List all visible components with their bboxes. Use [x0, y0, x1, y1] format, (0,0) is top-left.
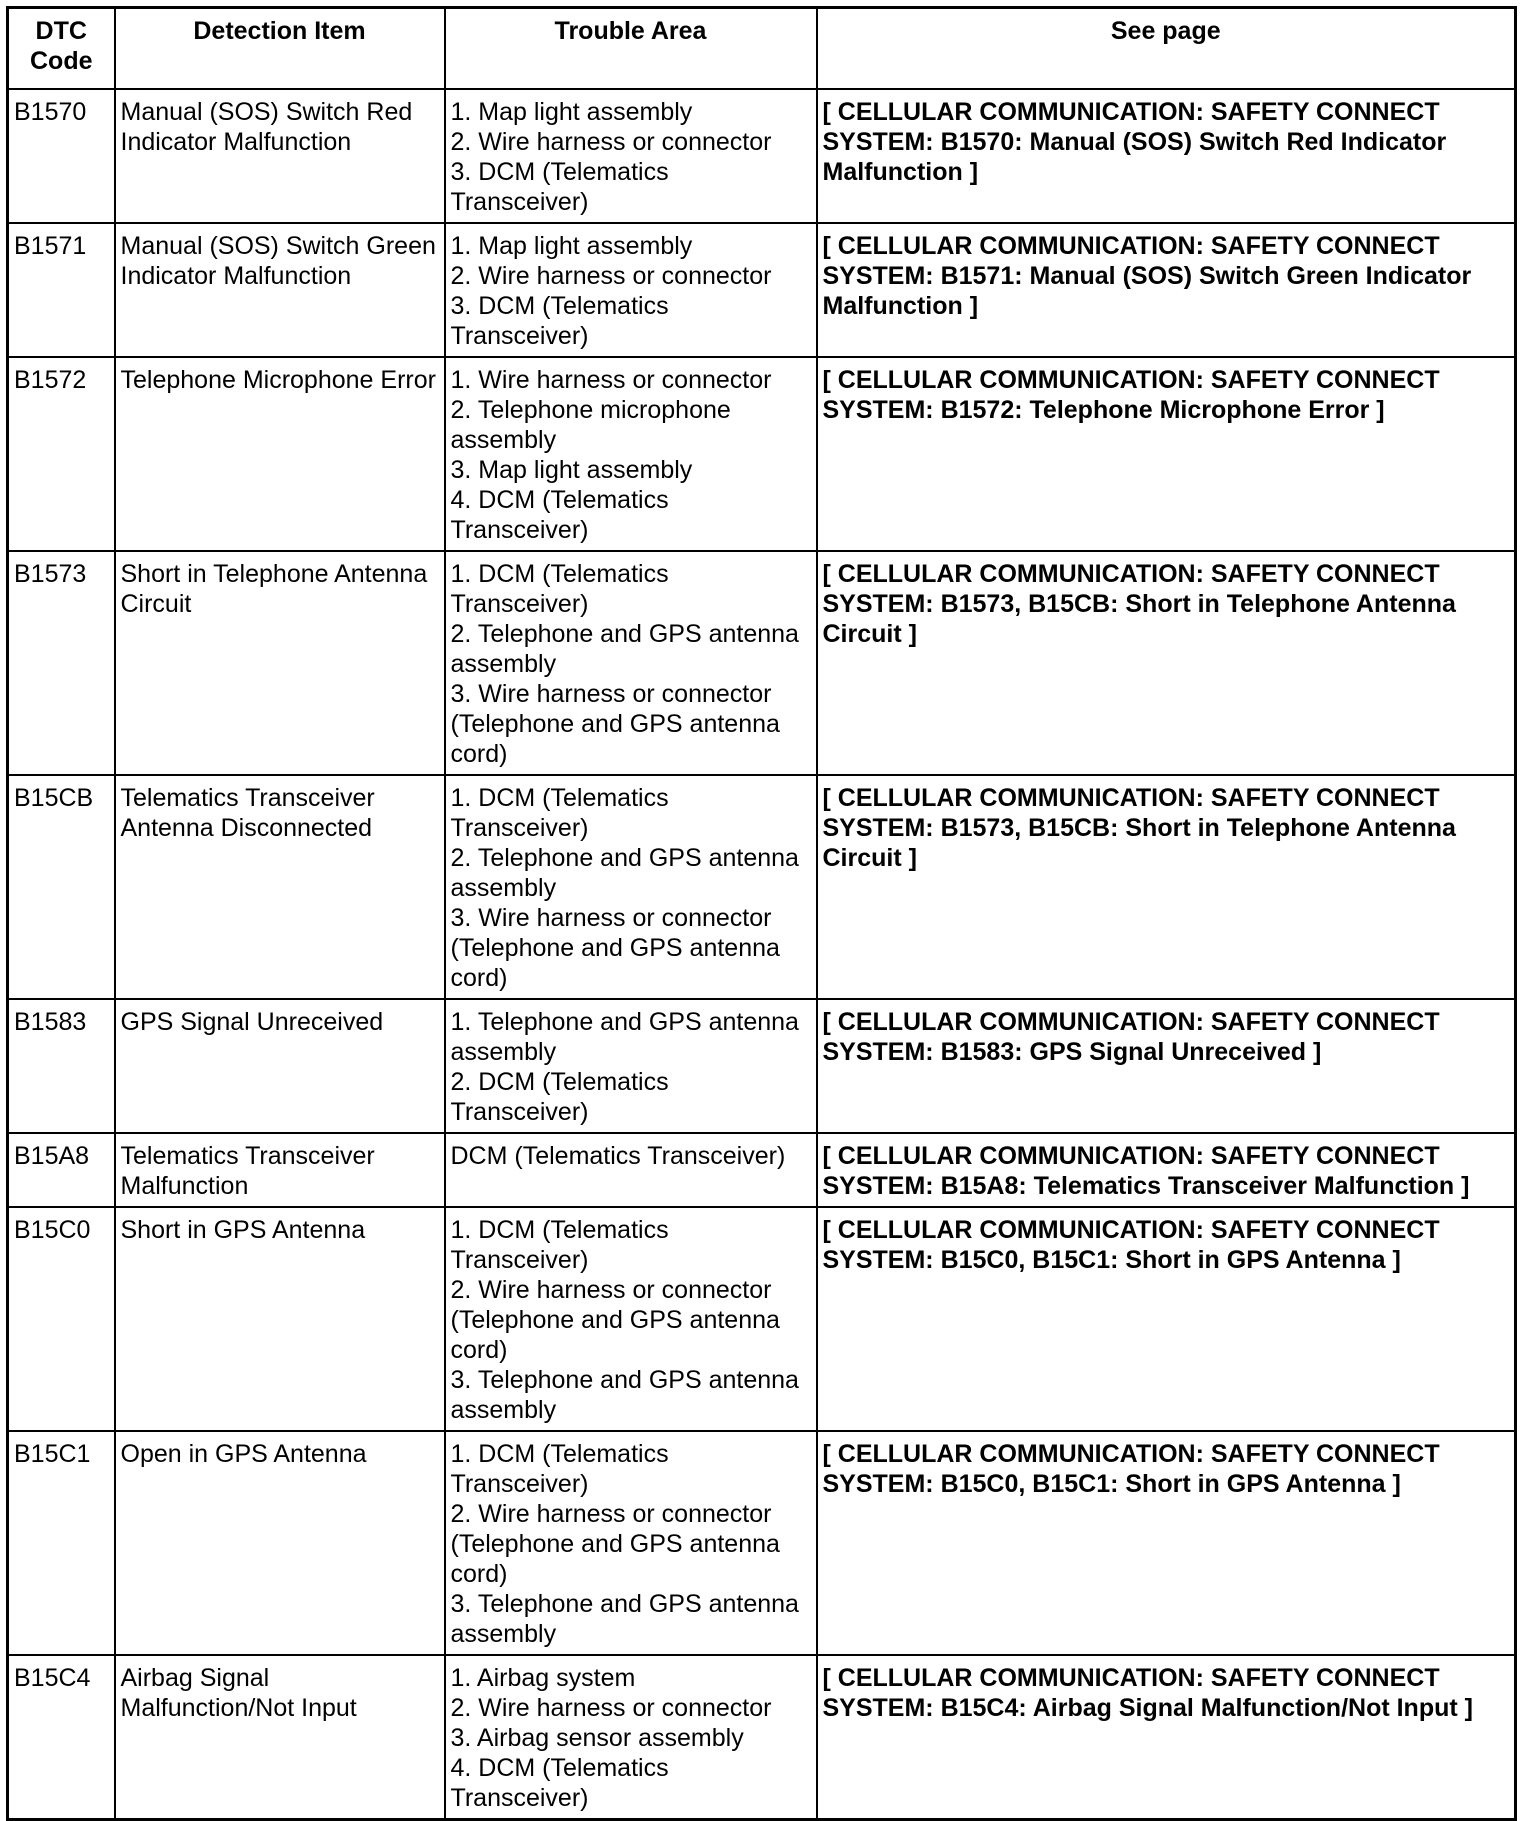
table-row [8, 775, 1516, 999]
see-page-link[interactable]: [ CELLULAR COMMUNICATION: SAFETY CONNECT SYSTEM: B15A8: Telematics Transceiver Malfunction ] [817, 1133, 1516, 1207]
table-row [8, 551, 1516, 775]
trouble-area-item: 1. Map light assembly [450, 232, 693, 260]
detection-item-cell: GPS Signal Unreceived [115, 999, 445, 1133]
dtc-code-cell: B15CB [8, 775, 115, 999]
header-detection-item: Detection Item [115, 8, 445, 90]
table-row [8, 223, 1516, 357]
trouble-area-item: 1. DCM (Telematics Transceiver) [450, 1440, 669, 1498]
detection-item-cell: Open in GPS Antenna [115, 1431, 445, 1655]
trouble-area-item: 3. DCM (Telematics Transceiver) [450, 158, 669, 216]
trouble-area-item: 1. Telephone and GPS antenna assembly [450, 1008, 799, 1066]
trouble-area-cell [445, 1133, 817, 1207]
see-page-link[interactable]: [ CELLULAR COMMUNICATION: SAFETY CONNECT SYSTEM: B1573, B15CB: Short in Telephone Antenna Circuit ] [817, 775, 1516, 999]
table-row [8, 89, 1516, 223]
trouble-area-item: 2. Wire harness or connector [450, 128, 772, 156]
trouble-area-item: 1. Wire harness or connector [450, 366, 772, 394]
table-row [8, 1655, 1516, 1820]
trouble-area-item: 3. Wire harness or connector (Telephone and GPS antenna cord) [450, 680, 780, 768]
dtc-code-cell: B15A8 [8, 1133, 115, 1207]
trouble-area-item: 2. Telephone and GPS antenna assembly [450, 844, 799, 902]
trouble-area-item: 3. Wire harness or connector (Telephone and GPS antenna cord) [450, 904, 780, 992]
see-page-link[interactable]: [ CELLULAR COMMUNICATION: SAFETY CONNECT SYSTEM: B15C0, B15C1: Short in GPS Antenna ] [817, 1431, 1516, 1655]
table-row [8, 1431, 1516, 1655]
dtc-code-cell: B1573 [8, 551, 115, 775]
trouble-area-cell [445, 223, 817, 357]
trouble-area-item: 1. DCM (Telematics Transceiver) [450, 784, 669, 842]
detection-item-cell: Telematics Transceiver Antenna Disconnected [115, 775, 445, 999]
dtc-code-cell: B1583 [8, 999, 115, 1133]
trouble-area-item: 4. DCM (Telematics Transceiver) [450, 1754, 669, 1812]
dtc-code-cell: B1571 [8, 223, 115, 357]
dtc-code-cell: B15C0 [8, 1207, 115, 1431]
trouble-area-cell [445, 1207, 817, 1431]
trouble-area-item: 3. Map light assembly [450, 456, 693, 484]
see-page-link[interactable]: [ CELLULAR COMMUNICATION: SAFETY CONNECT SYSTEM: B1583: GPS Signal Unreceived ] [817, 999, 1516, 1133]
trouble-area-item: 3. Telephone and GPS antenna assembly [450, 1590, 799, 1648]
table-row [8, 357, 1516, 551]
dtc-code-cell: B15C4 [8, 1655, 115, 1820]
table-body [8, 89, 1516, 1820]
detection-item-cell: Telematics Transceiver Malfunction [115, 1133, 445, 1207]
trouble-area-cell [445, 999, 817, 1133]
trouble-area-item: 1. DCM (Telematics Transceiver) [450, 560, 669, 618]
detection-item-cell: Manual (SOS) Switch Green Indicator Malfunction [115, 223, 445, 357]
header-trouble-area: Trouble Area [445, 8, 817, 90]
table-row [8, 999, 1516, 1133]
detection-item-cell: Airbag Signal Malfunction/Not Input [115, 1655, 445, 1820]
see-page-link[interactable]: [ CELLULAR COMMUNICATION: SAFETY CONNECT SYSTEM: B15C4: Airbag Signal Malfunction/Not Input ] [817, 1655, 1516, 1820]
trouble-area-item: 2. DCM (Telematics Transceiver) [450, 1068, 669, 1126]
trouble-area-cell [445, 1655, 817, 1820]
detection-item-cell: Short in GPS Antenna [115, 1207, 445, 1431]
see-page-link[interactable]: [ CELLULAR COMMUNICATION: SAFETY CONNECT SYSTEM: B15C0, B15C1: Short in GPS Antenna ] [817, 1207, 1516, 1431]
dtc-code-cell: B1570 [8, 89, 115, 223]
header-row [8, 8, 1516, 90]
dtc-table-container [6, 6, 1514, 1821]
see-page-link[interactable]: [ CELLULAR COMMUNICATION: SAFETY CONNECT SYSTEM: B1571: Manual (SOS) Switch Green Indicator Malfunction ] [817, 223, 1516, 357]
trouble-area-item: 1. Map light assembly [450, 98, 693, 126]
see-page-link[interactable]: [ CELLULAR COMMUNICATION: SAFETY CONNECT SYSTEM: B1573, B15CB: Short in Telephone Antenna Circuit ] [817, 551, 1516, 775]
trouble-area-item: DCM (Telematics Transceiver) [450, 1142, 786, 1170]
trouble-area-item: 2. Wire harness or connector [450, 1694, 772, 1722]
trouble-area-item: 2. Telephone microphone assembly [450, 396, 731, 454]
dtc-code-cell: B15C1 [8, 1431, 115, 1655]
trouble-area-item: 2. Telephone and GPS antenna assembly [450, 620, 799, 678]
see-page-link[interactable]: [ CELLULAR COMMUNICATION: SAFETY CONNECT SYSTEM: B1572: Telephone Microphone Error ] [817, 357, 1516, 551]
header-see-page: See page [817, 8, 1516, 90]
trouble-area-item: 3. Airbag sensor assembly [450, 1724, 744, 1752]
dtc-code-cell: B1572 [8, 357, 115, 551]
trouble-area-item: 1. Airbag system [450, 1664, 636, 1692]
header-dtc-code: DTC Code [8, 8, 115, 90]
trouble-area-cell [445, 357, 817, 551]
detection-item-cell: Telephone Microphone Error [115, 357, 445, 551]
table-header [8, 8, 1516, 90]
trouble-area-item: 2. Wire harness or connector (Telephone and GPS antenna cord) [450, 1276, 780, 1364]
see-page-link[interactable]: [ CELLULAR COMMUNICATION: SAFETY CONNECT SYSTEM: B1570: Manual (SOS) Switch Red Indicator Malfunction ] [817, 89, 1516, 223]
trouble-area-item: 4. DCM (Telematics Transceiver) [450, 486, 669, 544]
dtc-table [6, 6, 1517, 1821]
table-row [8, 1207, 1516, 1431]
trouble-area-cell [445, 775, 817, 999]
detection-item-cell: Short in Telephone Antenna Circuit [115, 551, 445, 775]
trouble-area-item: 2. Wire harness or connector (Telephone and GPS antenna cord) [450, 1500, 780, 1588]
trouble-area-item: 1. DCM (Telematics Transceiver) [450, 1216, 669, 1274]
trouble-area-item: 3. DCM (Telematics Transceiver) [450, 292, 669, 350]
trouble-area-cell [445, 89, 817, 223]
trouble-area-item: 2. Wire harness or connector [450, 262, 772, 290]
table-row [8, 1133, 1516, 1207]
trouble-area-cell [445, 551, 817, 775]
trouble-area-item: 3. Telephone and GPS antenna assembly [450, 1366, 799, 1424]
trouble-area-cell [445, 1431, 817, 1655]
detection-item-cell: Manual (SOS) Switch Red Indicator Malfunction [115, 89, 445, 223]
